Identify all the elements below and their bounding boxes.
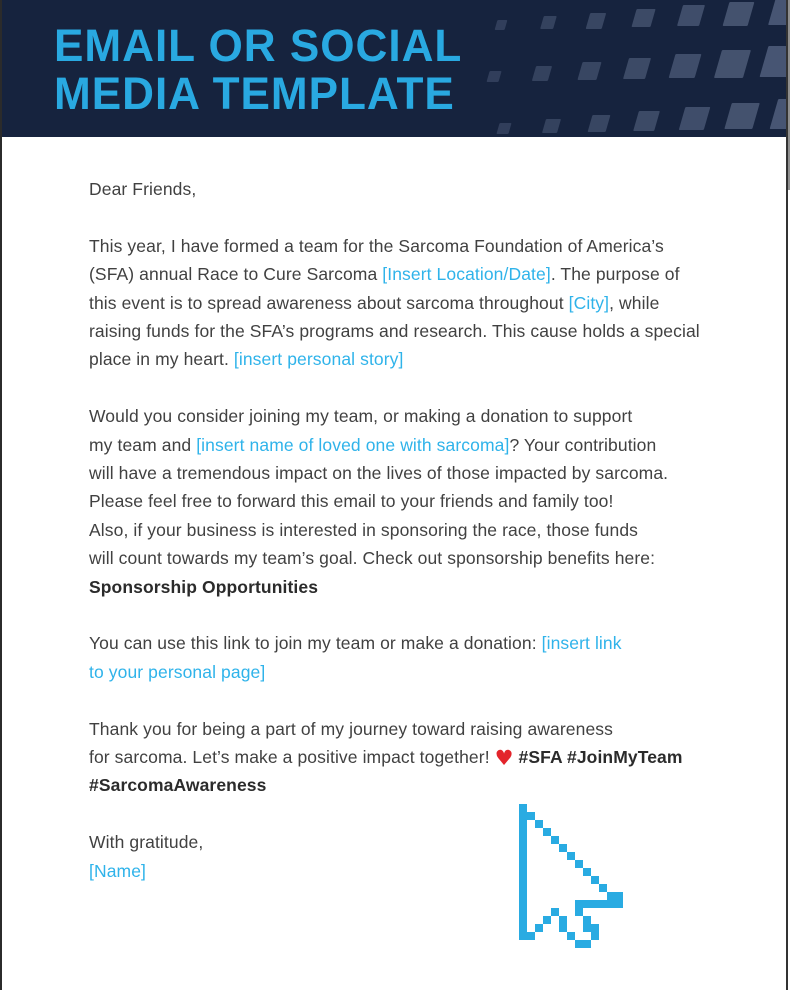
pattern-parallelogram [577, 62, 601, 80]
pattern-parallelogram [714, 50, 751, 78]
pattern-parallelogram [532, 66, 552, 81]
placeholder-link[interactable]: [Insert Location/Date] [382, 264, 551, 285]
pattern-parallelogram [540, 16, 557, 29]
letter-line [89, 516, 729, 544]
text-segment: (SFA) annual Race to Cure Sarcoma [89, 264, 383, 285]
letter-line [89, 544, 729, 572]
text-segment: Also, if your business is interested in sponsoring the race, those funds [89, 519, 639, 540]
letter-line [89, 402, 729, 430]
page-left-edge [0, 0, 2, 990]
letter-line [89, 175, 729, 203]
letter-paragraph [89, 175, 729, 203]
pattern-parallelogram [723, 2, 755, 26]
letter-line [89, 345, 729, 373]
placeholder-link[interactable]: [insert name of loved one with sarcoma] [196, 434, 510, 455]
letter-line [89, 573, 729, 601]
text-segment: for sarcoma. Let’s make a positive impact together! [89, 747, 495, 768]
pattern-parallelogram [724, 103, 759, 129]
letter-line [89, 828, 729, 856]
letter-line [89, 743, 729, 771]
text-segment: my team and [89, 434, 197, 455]
letter-paragraph [89, 715, 729, 800]
pattern-parallelogram [668, 54, 701, 78]
letter-line [89, 459, 729, 487]
letter-line [89, 857, 729, 885]
pattern-parallelogram [586, 13, 607, 29]
text-segment: , while [609, 292, 660, 313]
placeholder-link[interactable]: [Name] [89, 860, 147, 881]
pattern-parallelogram [623, 58, 651, 79]
heart-icon: ♥ [494, 746, 514, 771]
pattern-parallelogram [677, 5, 705, 26]
letter-line [89, 260, 729, 288]
text-segment: ? Your contribution [509, 434, 657, 455]
pattern-parallelogram [633, 111, 660, 131]
text-segment: raising funds for the SFA’s programs and research. This cause holds a special [89, 321, 700, 342]
placeholder-link[interactable]: [City] [568, 292, 610, 313]
header-banner [0, 0, 790, 137]
pattern-parallelogram [486, 71, 501, 82]
placeholder-link[interactable]: to your personal page] [89, 661, 266, 682]
pattern-parallelogram [495, 20, 508, 30]
letter-paragraph [89, 828, 729, 885]
bold-text: Sponsorship Opportunities [89, 576, 319, 597]
letter-line [89, 629, 729, 657]
placeholder-link[interactable]: [insert link [541, 633, 622, 654]
page-title-line2: MEDIA TEMPLATE [54, 68, 455, 119]
pattern-parallelogram [496, 123, 511, 134]
page-title [54, 22, 462, 118]
letter-line [89, 232, 729, 260]
pattern-parallelogram [679, 107, 710, 130]
text-segment: You can use this link to join my team or make a donation: [89, 633, 542, 654]
text-segment: With gratitude, [89, 832, 204, 853]
text-segment: . The purpose of [550, 264, 680, 285]
bold-text: #SFA #JoinMyTeam [518, 747, 683, 768]
letter-paragraph [89, 232, 729, 374]
letter-paragraph [89, 629, 729, 686]
text-segment: will count towards my team’s goal. Check out sponsorship benefits here: [89, 548, 656, 569]
pattern-parallelogram [542, 119, 561, 133]
letter-line [89, 431, 729, 459]
placeholder-link[interactable]: [insert personal story] [233, 349, 404, 370]
text-segment: Please feel free to forward this email to your friends and family too! [89, 491, 614, 512]
bold-text: #SarcomaAwareness [89, 775, 267, 796]
pattern-parallelogram [631, 9, 656, 27]
letter-line [89, 289, 729, 317]
pixel-cursor-icon [519, 804, 623, 948]
pattern-parallelogram [588, 115, 611, 132]
text-segment: this event is to spread awareness about sarcoma throughout [89, 292, 569, 313]
letter-line [89, 715, 729, 743]
text-segment: Thank you for being a part of my journey toward raising awareness [89, 718, 613, 739]
letter-paragraph [89, 402, 729, 601]
text-segment: This year, I have formed a team for the Sarcoma Foundation of America’s [89, 235, 664, 256]
letter-line [89, 487, 729, 515]
letter-line [89, 658, 729, 686]
letter-body [89, 175, 729, 913]
page-title-line1: EMAIL OR SOCIAL [54, 20, 463, 71]
letter-line [89, 771, 729, 799]
text-segment: will have a tremendous impact on the lives of those impacted by sarcoma. [89, 463, 669, 484]
text-segment: Would you consider joining my team, or making a donation to support [89, 406, 633, 427]
text-segment: place in my heart. [89, 349, 234, 370]
letter-line [89, 317, 729, 345]
text-segment: Dear Friends, [89, 179, 197, 199]
